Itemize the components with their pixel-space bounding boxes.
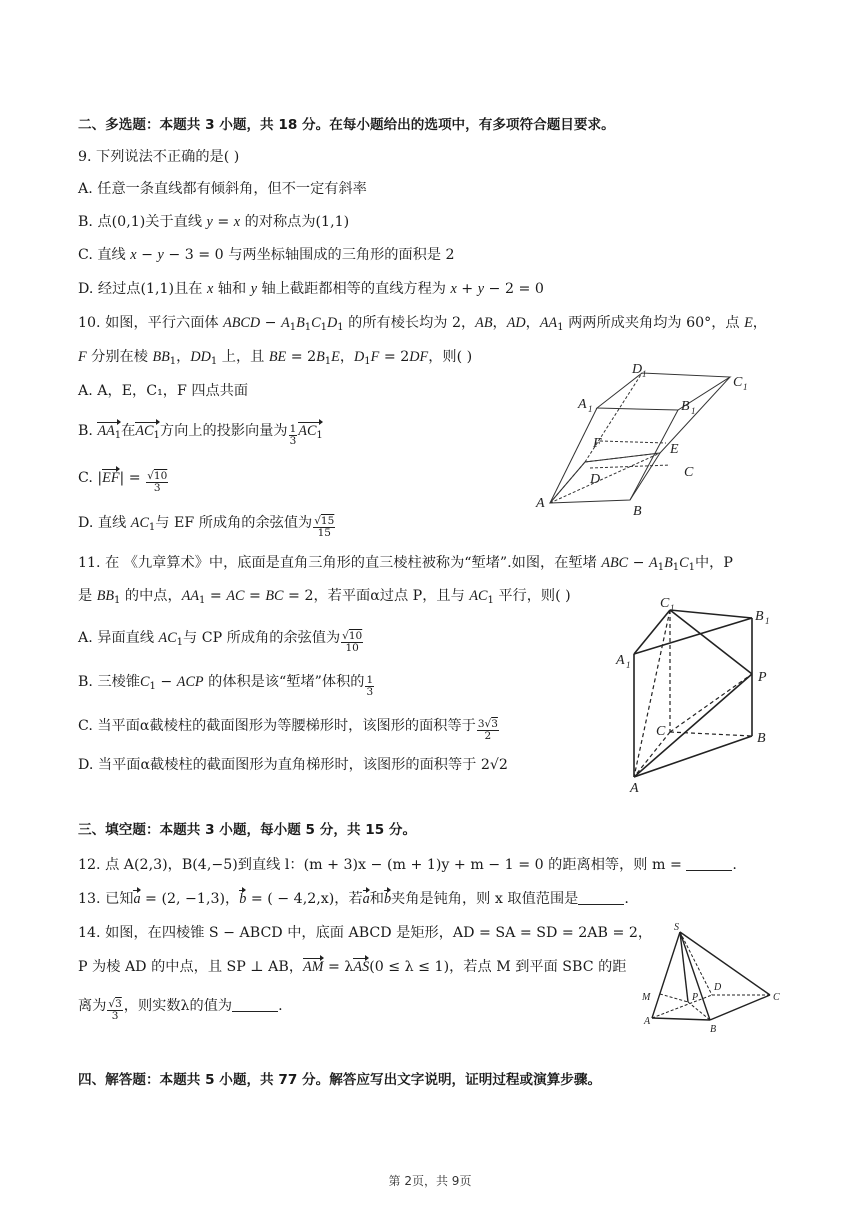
svg-text:P: P bbox=[692, 992, 699, 1003]
q11-stem-line2: 是 $BB_1$ 的中点，$AA_1$ = AC = BC = 2，若平面α过点 P，且与 $AC_1$ 平行，则( ) bbox=[78, 588, 571, 606]
svg-text:B: B bbox=[710, 1024, 717, 1035]
q9-option-d: D. 经过点(1,1)且在 x 轴和 y 轴上截距都相等的直线方程为 x + y − 2 = 0 bbox=[78, 281, 544, 297]
svg-text:D: D bbox=[590, 472, 601, 487]
svg-text:P: P bbox=[758, 670, 767, 685]
q12-answer-blank[interactable] bbox=[686, 856, 732, 871]
q10-option-c: C. |EF| = $\frac{√10}{3}$ bbox=[78, 470, 168, 494]
svg-text:B: B bbox=[681, 399, 690, 414]
q14-answer-blank[interactable] bbox=[232, 997, 278, 1012]
svg-text:A: A bbox=[616, 653, 625, 668]
q9-stem: 9. 下列说法不正确的是( ) bbox=[78, 149, 240, 165]
svg-text:C: C bbox=[660, 596, 670, 611]
q14-line2: P 为棱 AD 的中点，且 SP ⊥ AB，AM = λAS(0 ≤ λ ≤ 1)，若点 M 到平面 SBC 的距 bbox=[78, 959, 627, 975]
svg-text:1: 1 bbox=[743, 382, 748, 392]
svg-text:D: D bbox=[632, 362, 643, 377]
svg-text:1: 1 bbox=[691, 406, 696, 416]
q11-option-a: A. 异面直线 $AC_1$与 CP 所成角的余弦值为 $\frac{√10}{10}$ bbox=[78, 630, 363, 654]
q11-prism-figure bbox=[612, 592, 782, 797]
q12-text: 12. 点 A(2,3)，B(4,−5)到直线 l：(m + 3)x − (m + 1)y + m − 1 = 0 的距离相等，则 m = . bbox=[78, 857, 737, 873]
q10-option-a: A. A，E，C₁，F 四点共面 bbox=[78, 383, 249, 399]
svg-text:1: 1 bbox=[588, 404, 593, 414]
q11-option-b: B. 三棱锥$C_1$ − ACP 的体积是该“堑堵”体积的 $\frac{1}{3}$ bbox=[78, 674, 374, 698]
svg-text:E: E bbox=[670, 442, 679, 457]
q9-option-a: A. 任意一条直线都有倾斜角，但不一定有斜率 bbox=[78, 181, 367, 197]
svg-text:1: 1 bbox=[670, 603, 675, 613]
q11-option-d: D. 当平面α截棱柱的截面图形为直角梯形时，该图形的面积等于 2√2 bbox=[78, 757, 508, 773]
q14-pyramid-figure bbox=[640, 920, 790, 1035]
q11-option-c: C. 当平面α截棱柱的截面图形为等腰梯形时，该图形的面积等于 $\frac{3√3}{2}$ bbox=[78, 718, 498, 742]
page-footer: 第 2页，共 9页 bbox=[388, 1174, 472, 1188]
q9-option-b: B. 点(0,1)关于直线 y = x 的对称点为(1,1) bbox=[78, 214, 350, 230]
svg-text:A: A bbox=[644, 1016, 651, 1027]
q13-text: 13. 已知a = (2, −1,3)，b = ( − 4,2,x)，若a和b夹角是钝角，则 x 取值范围是 . bbox=[78, 891, 629, 907]
svg-text:A: A bbox=[630, 781, 639, 796]
svg-text:D: D bbox=[714, 982, 722, 993]
q14-line3: 离为 $\frac{√3}{3}$ ，则实数λ的值为 . bbox=[78, 998, 283, 1022]
svg-text:B: B bbox=[755, 609, 764, 624]
svg-text:C: C bbox=[656, 724, 666, 739]
q10-option-b: B. $AA_1$在$AC_1$方向上的投影向量为 $\frac{1}{3}$ $AC_1$ bbox=[78, 423, 323, 447]
svg-text:1: 1 bbox=[642, 369, 647, 379]
q9-option-c: C. 直线 x − y − 3 = 0 与两坐标轴围成的三角形的面积是 2 bbox=[78, 247, 455, 263]
q10-parallelepiped-figure bbox=[530, 355, 770, 520]
q10-stem-line2: F 分别在棱 $BB_1$，$DD_1$ 上，且 BE = $2B_1E$，$D_1F = 2DF$，则( ) bbox=[78, 349, 473, 367]
section-2-heading: 二、多选题：本题共 3 小题，共 18 分。在每小题给出的选项中，有多项符合题目要求。 bbox=[78, 117, 615, 133]
svg-text:F: F bbox=[593, 436, 602, 451]
section-4-heading: 四、解答题：本题共 5 小题，共 77 分。解答应写出文字说明，证明过程或演算步骤。 bbox=[78, 1072, 602, 1088]
q10-option-d: D. 直线 $AC_1$与 EF 所成角的余弦值为 $\frac{√15}{15}$ bbox=[78, 515, 335, 539]
svg-text:1: 1 bbox=[626, 660, 631, 670]
svg-text:B: B bbox=[757, 731, 766, 746]
svg-text:C: C bbox=[684, 465, 694, 480]
svg-text:A: A bbox=[578, 397, 587, 412]
q11-stem-line1: 11. 在 《九章算术》中，底面是直角三角形的直三棱柱被称为“堑堵”.如图，在堑堵 ABC − $A_1B_1C_1$中，P bbox=[78, 555, 733, 573]
q13-answer-blank[interactable] bbox=[578, 890, 624, 905]
svg-text:A: A bbox=[536, 496, 545, 511]
q10-stem-line1: 10. 如图，平行六面体 ABCD − $A_1B_1C_1D_1$ 的所有棱长均为 2，AB，AD，$AA_1$ 两两所成夹角均为 60°，点 E， bbox=[78, 315, 767, 333]
svg-text:1: 1 bbox=[765, 616, 770, 626]
section-3-heading: 三、填空题：本题共 3 小题，每小题 5 分，共 15 分。 bbox=[78, 822, 417, 838]
svg-text:S: S bbox=[674, 922, 679, 933]
q14-line1: 14. 如图，在四棱锥 S − ABCD 中，底面 ABCD 是矩形，AD = SA = SD = 2AB = 2， bbox=[78, 925, 653, 941]
svg-text:C: C bbox=[733, 375, 743, 390]
svg-text:M: M bbox=[642, 992, 651, 1003]
svg-text:C: C bbox=[773, 992, 780, 1003]
svg-text:B: B bbox=[633, 504, 642, 519]
